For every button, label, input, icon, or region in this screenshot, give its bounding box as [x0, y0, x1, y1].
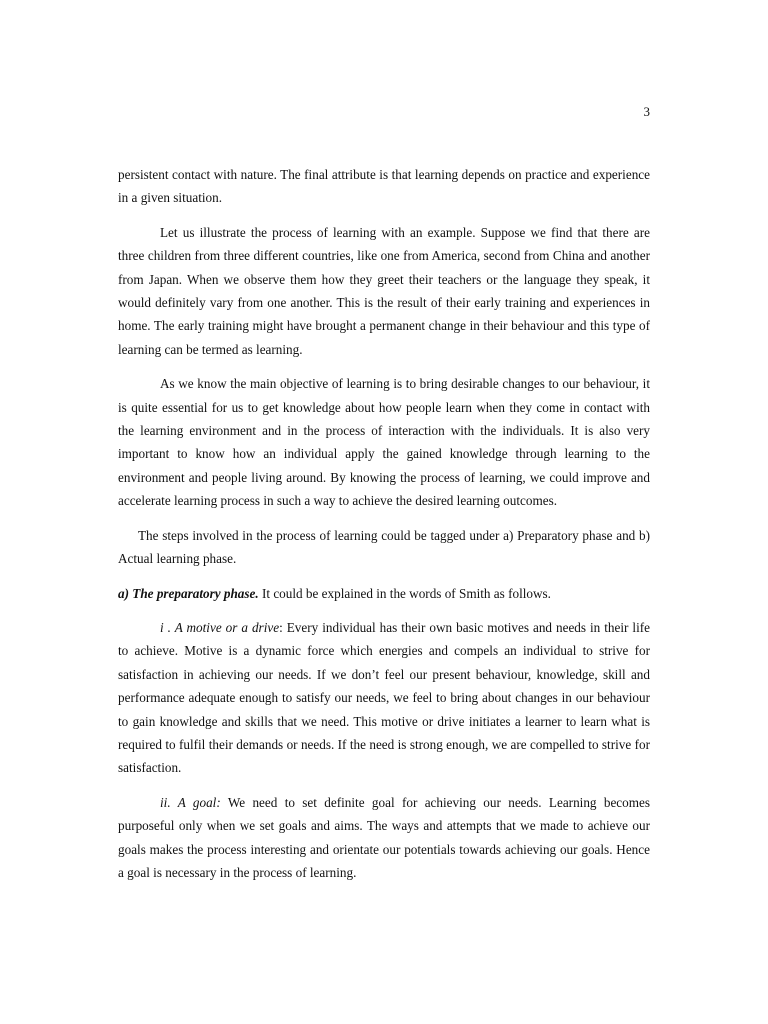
paragraph-example: Let us illustrate the process of learning with an example. Suppose we find that there are three children from three different countries, like one from America, second from China and another from Japan. When we observe them how they greet their teachers or the language they speak, it would definitely vary from one another. This is the result of their early training and experiences in home. The early training might have brought a permanent change in their behaviour and this type of learning can be termed as learning.: [118, 224, 650, 357]
paragraph-preparatory-phase: [118, 582, 650, 605]
page-number: 3: [643, 104, 650, 119]
motive-heading: i . A motive or a drive: [160, 619, 280, 635]
preparatory-phase-heading: a) The preparatory phase.: [118, 585, 259, 601]
paragraph-goal: [118, 791, 650, 885]
motive-text: : Every individual has their own basic motives and needs in their life to achieve. Motive is a dynamic force which energies and compels an individual to strive for satisfaction in achieving our needs. If we don’t feel our present behaviour, knowledge, skill and performance adequate enough to satisfy our needs, we feel to bring about changes in our behaviour to gain knowledge and skills that we need. This motive or drive initiates a learner to learn what is required to fulfil their demands or needs. If the need is strong enough, we are compelled to strive for satisfaction.: [118, 619, 650, 776]
body-text: [118, 163, 650, 895]
preparatory-phase-text: It could be explained in the words of Smith as follows.: [258, 585, 551, 601]
paragraph-objective: As we know the main objective of learning is to bring desirable changes to our behaviour, it is quite essential for us to get knowledge about how people learn when they come in contact with the learning environment and in the process of interaction with the individuals. It is also very important to know how an individual apply the gained knowledge through learning to the environment and people living around. By knowing the process of learning, we could improve and accelerate learning process in such a way to achieve the desired learning outcomes.: [118, 376, 650, 509]
paragraph-motive: [118, 616, 650, 780]
goal-heading: ii. A goal:: [160, 794, 221, 810]
paragraph-continuation: persistent contact with nature. The final attribute is that learning depends on practice and experience in a given situation.: [118, 167, 650, 206]
goal-text: We need to set definite goal for achieving our needs. Learning becomes purposeful only when we set goals and aims. The ways and attempts that we made to achieve our goals makes the process interesting and orientate our potentials towards achieving our goals. Hence a goal is necessary in the process of learning.: [118, 794, 650, 880]
paragraph-steps: The steps involved in the process of learning could be tagged under a) Preparatory phase and b) Actual learning phase.: [118, 527, 650, 567]
